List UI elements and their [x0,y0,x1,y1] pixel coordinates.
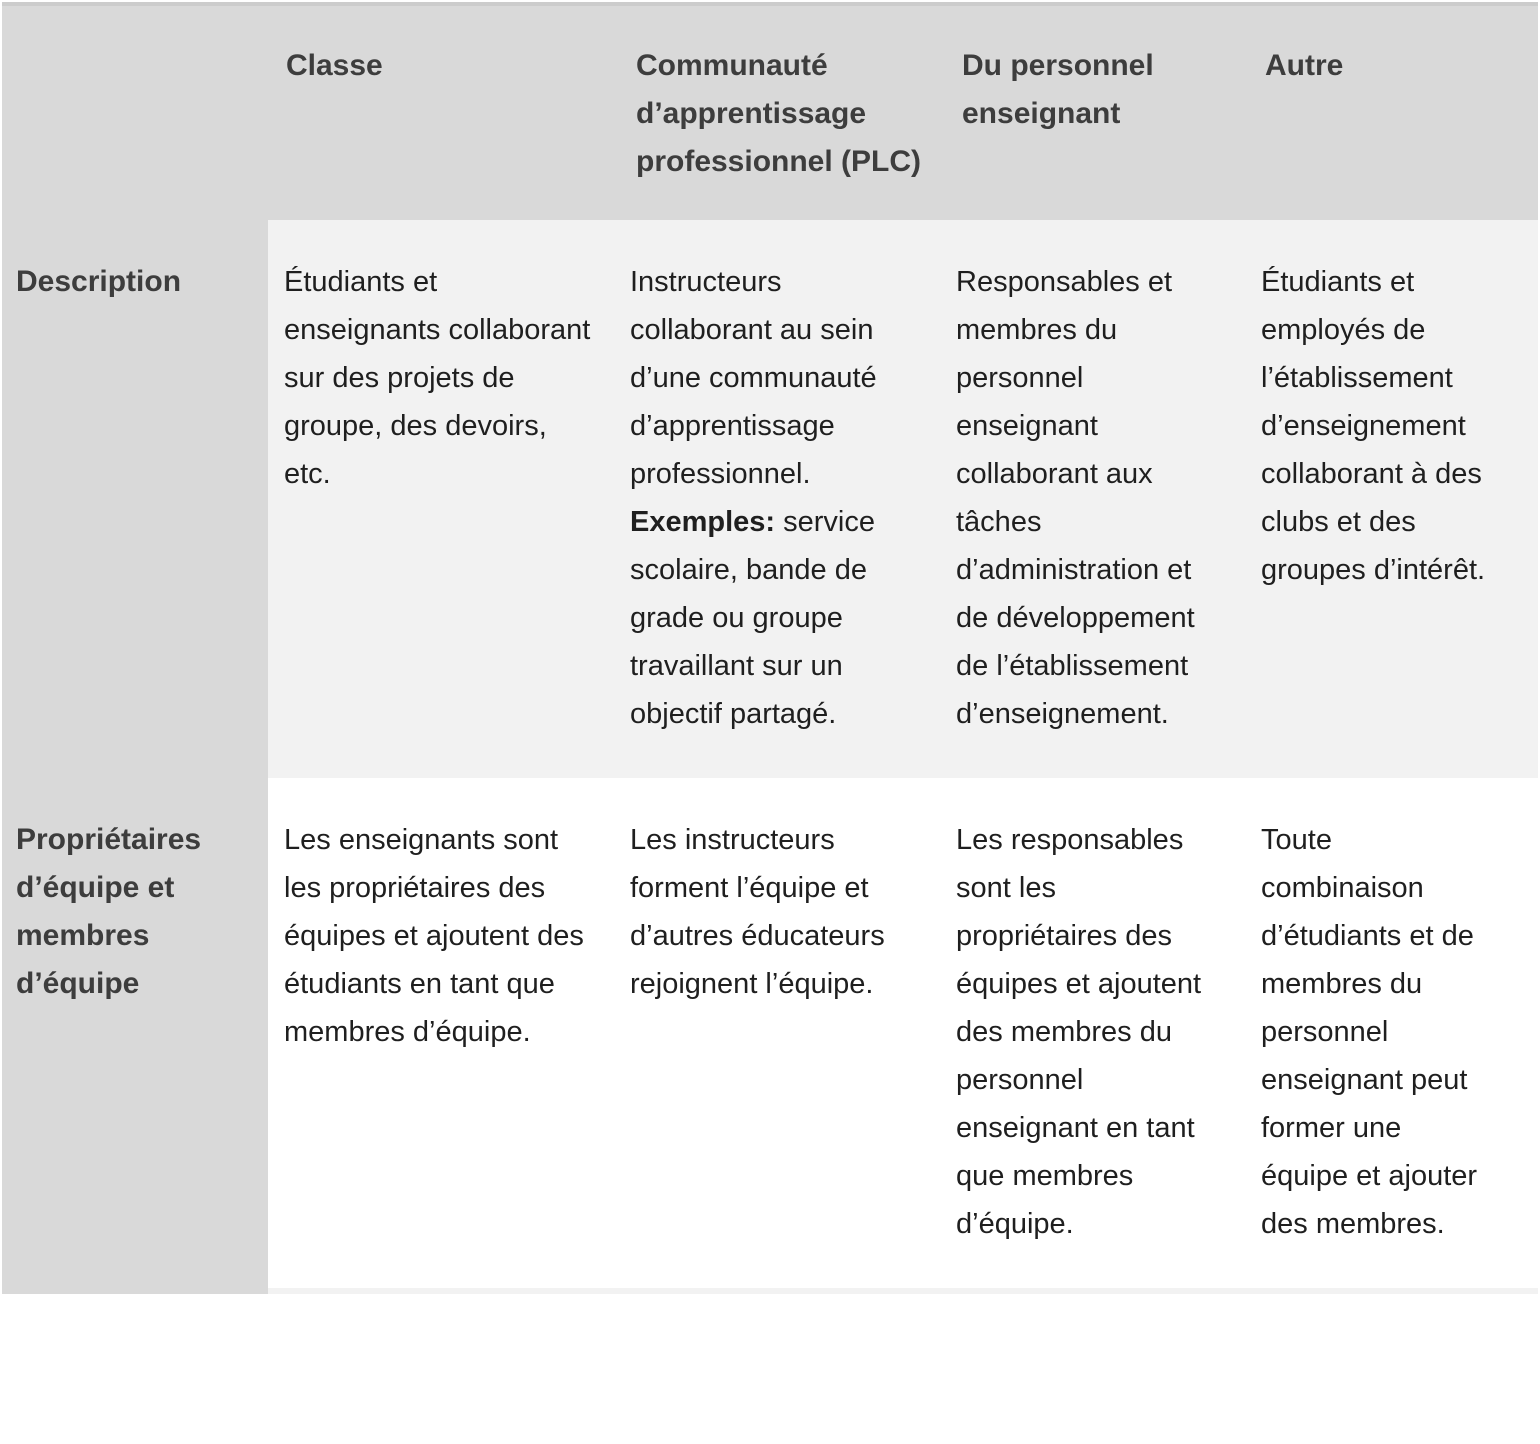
column-header-classe: Classe [268,6,618,220]
row-header-proprietaires: Propriétaires d’équipe et membres d’équipe [2,778,268,1288]
cell-owners-personnel [944,778,1247,1288]
team-types-table [2,6,1538,1294]
cell-text: Les enseignants sont les propriétaires des équipes et ajoutent des étudiants en tant que membres d’équipe. [284,824,584,1048]
cell-description-plc [618,220,944,778]
cell-text: Les responsables sont les propriétaires des équipes et ajoutent des membres du personnel enseignant en tant que membres d’équipe. [956,824,1202,1240]
header-row [2,6,1538,220]
cell-text: Étudiants et enseignants collaborant sur des projets de groupe, des devoirs, etc. [284,266,591,490]
next-row-body-stub [268,1288,1538,1294]
row-header-description: Description [2,220,268,778]
cell-description-personnel [944,220,1247,778]
cell-description-classe [268,220,618,778]
cell-owners-classe [268,778,618,1288]
team-types-comparison-page [2,2,1538,1294]
cell-text [630,258,905,738]
column-header-autre: Autre [1247,6,1538,220]
cell-owners-autre [1247,778,1538,1288]
next-row-cutoff [2,1288,1538,1294]
column-header-plc: Communauté d’apprentissage professionnel (PLC) [618,6,944,220]
description-row [2,220,1538,778]
plc-examples-label: Exemples: [630,506,776,538]
cell-text: Responsables et membres du personnel enseignant collaborant aux tâches d’administration et de développement de l’établissement d’enseignement. [956,266,1195,730]
cell-text: Toute combinaison d’étudiants et de membres du personnel enseignant peut former une équipe et ajouter des membres. [1261,824,1478,1240]
plc-examples-text: service scolaire, bande de grade ou groupe travaillant sur un objectif partagé. [630,506,875,730]
owners-members-row [2,778,1538,1288]
cell-text: Étudiants et employés de l’établissement d’enseignement collaborant à des clubs et des groupes d’intérêt. [1261,266,1486,586]
cell-description-autre [1247,220,1538,778]
cell-owners-plc [618,778,944,1288]
plc-description-intro: Instructeurs collaborant au sein d’une communauté d’apprentissage professionnel. [630,266,877,490]
cell-text: Les instructeurs forment l’équipe et d’autres éducateurs rejoignent l’équipe. [630,824,885,1000]
next-row-header-stub [2,1288,268,1294]
column-header-personnel-enseignant: Du personnel enseignant [944,6,1247,220]
corner-cell [2,6,268,220]
